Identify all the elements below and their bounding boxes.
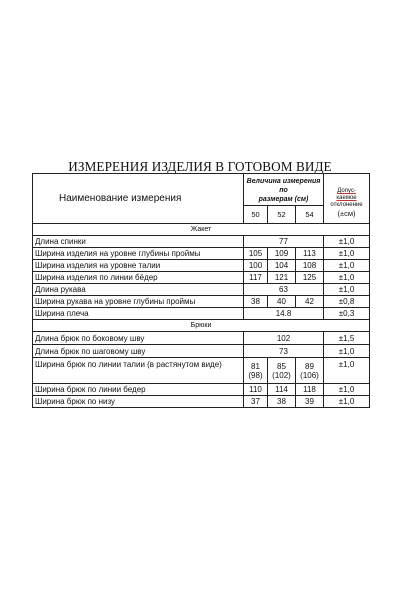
row-value-50: 38	[244, 296, 268, 308]
table-row	[33, 345, 370, 358]
row-value-52-stretched: (102)	[272, 370, 291, 380]
table-row	[33, 396, 370, 408]
row-tolerance: ±1,0	[324, 396, 370, 408]
row-value-all: 63	[244, 284, 324, 296]
row-value-50: 100	[244, 260, 268, 272]
row-value-50: 117	[244, 272, 268, 284]
header-measure-line1: Величина измерения по	[246, 178, 321, 194]
row-value-all: 77	[244, 236, 324, 248]
row-value-54: 42	[296, 296, 324, 308]
table-row	[33, 296, 370, 308]
row-value-50-main: 81	[251, 361, 260, 371]
row-value-54-main: 89	[305, 361, 314, 371]
row-tolerance: ±1,0	[324, 272, 370, 284]
size-50: 50	[244, 206, 268, 224]
row-tolerance: ±1,5	[324, 332, 370, 345]
row-value-all: 73	[244, 345, 324, 358]
row-value-52: 121	[268, 272, 296, 284]
row-tolerance: ±1,0	[324, 260, 370, 272]
row-value-54: 113	[296, 248, 324, 260]
measurements-table	[32, 173, 370, 408]
header-tolerance-line3: отклонение	[330, 202, 363, 208]
row-tolerance: ±1,0	[324, 358, 370, 384]
header-tolerance-line2: каемое	[336, 195, 357, 201]
row-tolerance: ±1,0	[324, 384, 370, 396]
section-row-trousers	[33, 320, 370, 332]
row-value-all: 14.8	[244, 308, 324, 320]
row-value-52: 109	[268, 248, 296, 260]
table-row	[33, 236, 370, 248]
row-name: Ширина брюк по линии талии (в растянутом виде)	[33, 358, 244, 384]
row-value-50: 110	[244, 384, 268, 396]
table-row	[33, 308, 370, 320]
row-value-52-main: 85	[277, 361, 286, 371]
row-name: Длина брюк по шаговому шву	[33, 345, 244, 358]
row-name: Ширина изделия по линии бёдер	[33, 272, 244, 284]
table-row	[33, 284, 370, 296]
header-tolerance	[324, 174, 370, 224]
size-52: 52	[268, 206, 296, 224]
header-measure-line2: размерам (см)	[258, 196, 309, 203]
table-row	[33, 332, 370, 345]
row-tolerance: ±0,3	[324, 308, 370, 320]
section-trousers: Брюки	[33, 320, 370, 332]
row-name: Длина брюк по боковому шву	[33, 332, 244, 345]
header-name: Наименование измерения	[33, 174, 244, 224]
section-row-jacket	[33, 224, 370, 236]
row-value-54	[296, 358, 324, 384]
size-54: 54	[296, 206, 324, 224]
row-tolerance: ±1,0	[324, 236, 370, 248]
row-value-50: 37	[244, 396, 268, 408]
row-name: Ширина плеча	[33, 308, 244, 320]
table-row	[33, 248, 370, 260]
table-header-row	[33, 174, 370, 206]
row-value-50	[244, 358, 268, 384]
row-value-52: 104	[268, 260, 296, 272]
row-name: Длина спинки	[33, 236, 244, 248]
row-name: Ширина рукава на уровне глубины проймы	[33, 296, 244, 308]
row-name: Длина рукава	[33, 284, 244, 296]
row-tolerance: ±0,8	[324, 296, 370, 308]
row-name: Ширина изделия на уровне талии	[33, 260, 244, 272]
row-value-52	[268, 358, 296, 384]
row-value-52: 38	[268, 396, 296, 408]
row-name: Ширина изделия на уровне глубины проймы	[33, 248, 244, 260]
table-row	[33, 272, 370, 284]
row-value-52: 40	[268, 296, 296, 308]
table-row	[33, 358, 370, 384]
row-tolerance: ±1,0	[324, 248, 370, 260]
header-tolerance-line1: Допус-	[337, 188, 356, 194]
row-value-54: 108	[296, 260, 324, 272]
row-value-54: 39	[296, 396, 324, 408]
row-value-50: 105	[244, 248, 268, 260]
header-tolerance-line4: (±см)	[337, 209, 356, 218]
table-row	[33, 260, 370, 272]
row-name: Ширина брюк по линии бедер	[33, 384, 244, 396]
row-value-52: 114	[268, 384, 296, 396]
row-value-all: 102	[244, 332, 324, 345]
section-jacket: Жакет	[33, 224, 370, 236]
row-tolerance: ±1,0	[324, 345, 370, 358]
row-value-50-stretched: (98)	[248, 370, 263, 380]
row-tolerance: ±1,0	[324, 284, 370, 296]
table-row	[33, 384, 370, 396]
row-name: Ширина брюк по низу	[33, 396, 244, 408]
header-measure	[244, 174, 324, 206]
row-value-54: 118	[296, 384, 324, 396]
document-title: ИЗМЕРЕНИЯ ИЗДЕЛИЯ В ГОТОВОМ ВИДЕ	[68, 159, 332, 174]
row-value-54: 125	[296, 272, 324, 284]
row-value-54-stretched: (106)	[300, 370, 319, 380]
